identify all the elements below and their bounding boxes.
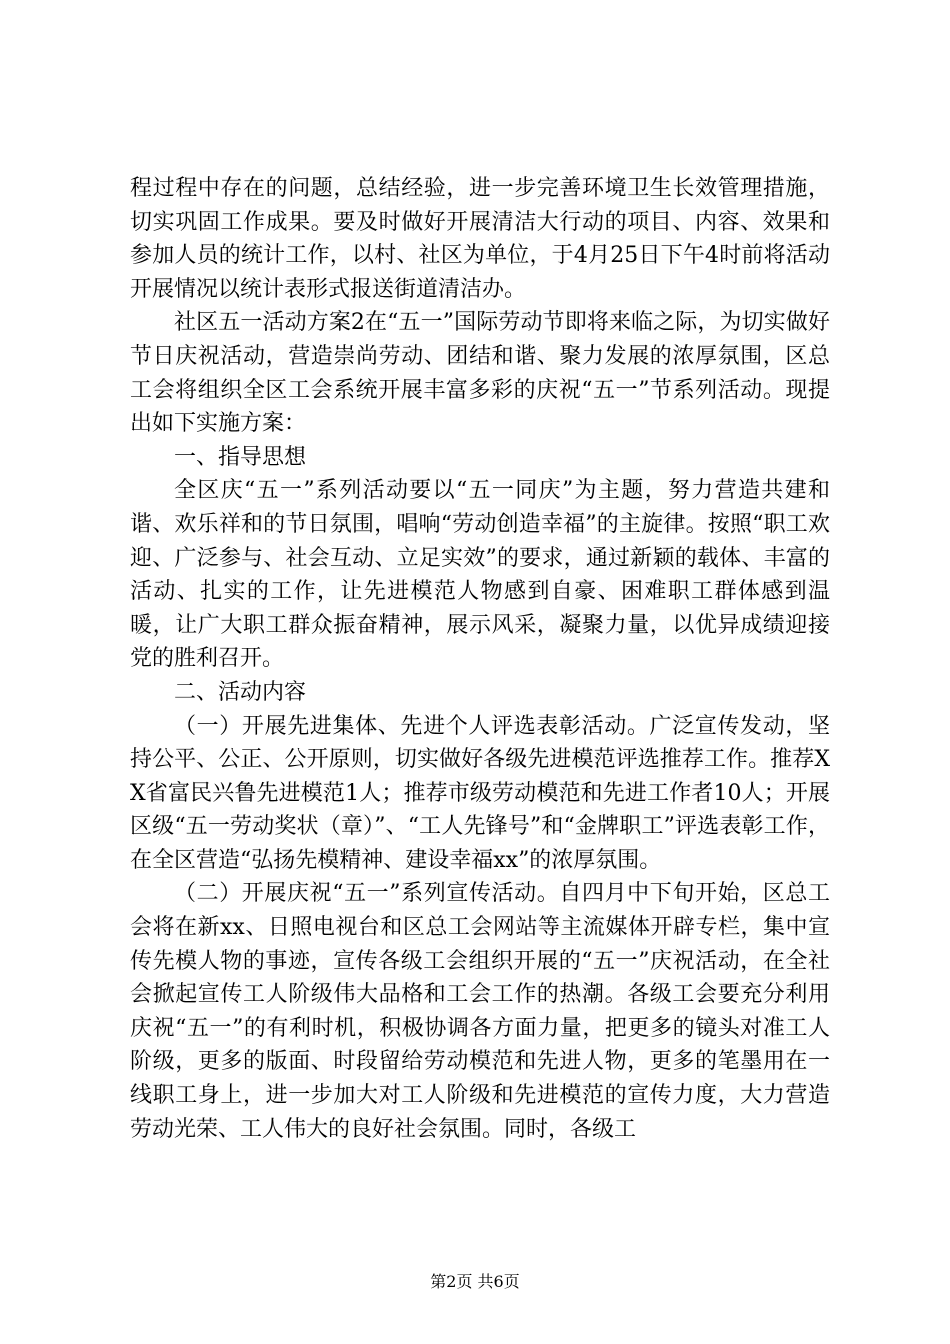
section-heading-activity-content: 二、活动内容 [174, 679, 307, 705]
paragraph-plan-intro: 社区五一活动方案2在“五一”国际劳动节即将来临之际，为切实做好节日庆祝活动，营造崇尚劳动、团结和谐、聚力发展的浓厚氛围，区总工会将组织全区工会系统开展丰富多彩的庆祝“五一”节系列活动。现提出如下实施方案： [130, 310, 830, 437]
paragraph-activity-two: （二）开展庆祝“五一”系列宣传活动。自四月中下旬开始，区总工会将在新xx、日照电视台和区总工会网站等主流媒体开辟专栏，集中宣传先模人物的事迹，宣传各级工会组织开展的“五一”庆祝活动，在全社会掀起宣传工人阶级伟大品格和工会工作的热潮。各级工会要充分利用庆祝“五一”的有利时机，积极协调各方面力量，把更多的镜头对准工人阶级，更多的版面、时段留给劳动模范和先进人物，更多的笔墨用在一线职工身上，进一步加大对工人阶级和先进模范的宣传力度，大力营造劳动光荣、工人伟大的良好社会氛围。同时，各级工 [130, 881, 830, 1142]
document-body [130, 172, 830, 1146]
paragraph-activity-one: （一）开展先进集体、先进个人评选表彰活动。广泛宣传发动，坚持公平、公正、公开原则，切实做好各级先进模范评选推荐工作。推荐XX省富民兴鲁先进模范1人；推荐市级劳动模范和先进工作者10人；开展区级“五一劳动奖状（章）”、“工人先锋号”和“金牌职工”评选表彰工作，在全区营造“弘扬先模精神、建设幸福xx”的浓厚氛围。 [130, 713, 830, 873]
paragraph-continuation: 程过程中存在的问题，总结经验，进一步完善环境卫生长效管理措施，切实巩固工作成果。要及时做好开展清洁大行动的项目、内容、效果和参加人员的统计工作，以村、社区为单位，于4月25日下午4时前将活动开展情况以统计表形式报送街道清洁办。 [130, 176, 830, 302]
page-footer: 第2页 共6页 [430, 1272, 520, 1291]
section-heading-guiding-thought: 一、指导思想 [174, 444, 307, 470]
paragraph-guiding-thought: 全区庆“五一”系列活动要以“五一同庆”为主题，努力营造共建和谐、欢乐祥和的节日氛围，唱响“劳动创造幸福”的主旋律。按照“职工欢迎、广泛参与、社会互动、立足实效”的要求，通过新颖的载体、丰富的活动、扎实的工作，让先进模范人物感到自豪、困难职工群体感到温暖，让广大职工群众振奋精神，展示风采，凝聚力量，以优异成绩迎接党的胜利召开。 [130, 478, 830, 672]
